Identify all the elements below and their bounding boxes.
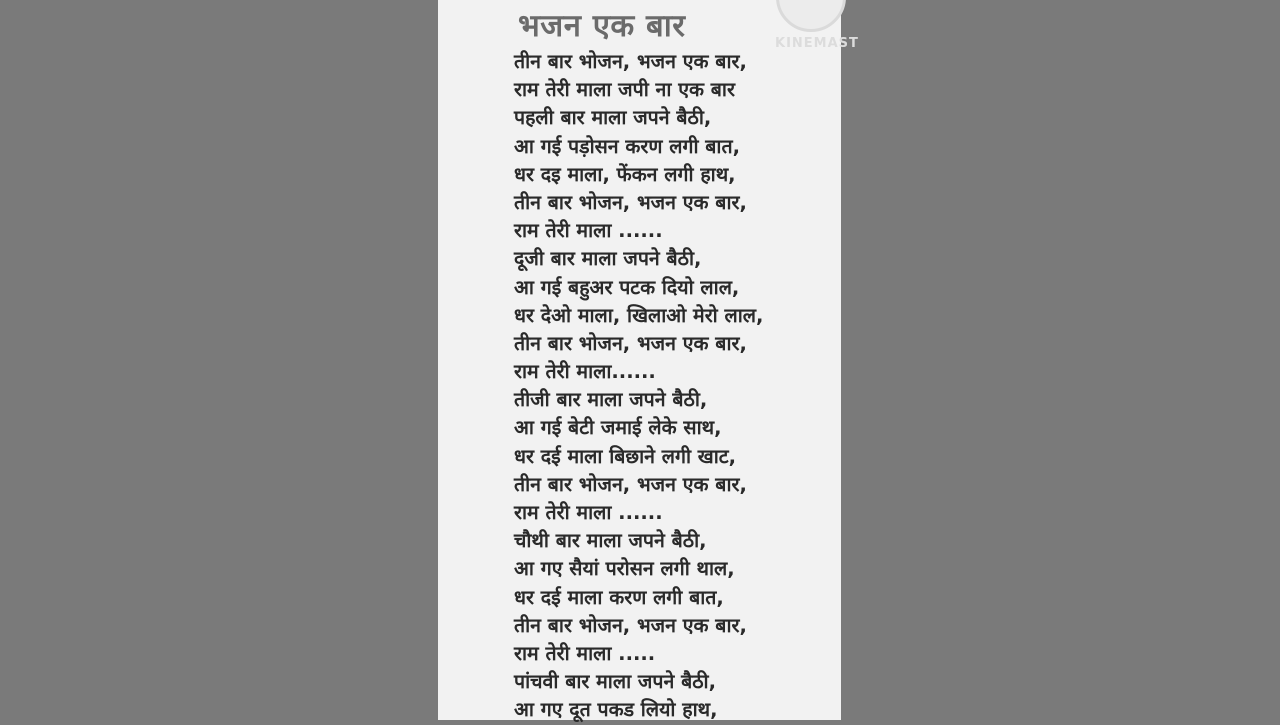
lyric-line: राम तेरी माला...... bbox=[514, 360, 656, 384]
lyric-line: राम तेरी माला जपी ना एक बार bbox=[514, 78, 735, 102]
lyric-line: तीन बार भोजन, भजन एक बार, bbox=[514, 472, 747, 496]
left-blur-panel bbox=[0, 0, 438, 720]
lyric-line: धर दई माला करण लगी बात, bbox=[514, 585, 724, 609]
lyric-line: धर दई माला बिछाने लगी खाट, bbox=[514, 444, 737, 468]
page-title: भजन एक बार bbox=[518, 8, 686, 44]
kinemaster-logo-icon bbox=[776, 0, 846, 32]
lyric-line: तीन बार भोजन, भजन एक बार, bbox=[514, 50, 747, 73]
lyrics-page bbox=[438, 0, 859, 722]
lyric-line: आ गए सैयां परोसन लगी थाल, bbox=[514, 557, 735, 581]
lyric-line: पांचवी बार माला जपने बैठी, bbox=[514, 670, 716, 694]
lyric-line: तीन बार भोजन, भजन एक बार, bbox=[514, 190, 747, 214]
lyric-line: दूजी बार माला जपने बैठी, bbox=[514, 247, 702, 271]
right-blur-panel bbox=[841, 0, 1280, 720]
watermark-text: KINEMAST bbox=[775, 36, 859, 51]
lyric-line: आ गई बेटी जमाई लेके साथ, bbox=[514, 416, 722, 440]
lyric-line: तीजी बार माला जपने बैठी, bbox=[514, 388, 708, 412]
lyric-line: आ गई पड़ोसन करण लगी बात, bbox=[514, 134, 740, 158]
lyric-line: धर देओ माला, खिलाओ मेरो लाल, bbox=[514, 303, 764, 327]
lyric-line: तीन बार भोजन, भजन एक बार, bbox=[514, 331, 747, 355]
lyric-line: राम तेरी माला ..... bbox=[514, 641, 656, 665]
lyrics-block bbox=[514, 48, 839, 725]
lyric-line: राम तेरी माला ...... bbox=[514, 219, 663, 243]
lyric-line: आ गई बहुअर पटक दियो लाल, bbox=[514, 275, 740, 299]
lyric-line: धर दइ माला, फेंकन लगी हाथ, bbox=[514, 162, 736, 186]
lyric-line: चौथी बार माला जपने बैठी, bbox=[514, 529, 707, 553]
lyric-line: आ गए दूत पकड लियो हाथ, bbox=[514, 698, 718, 722]
lyric-line: पहली बार माला जपने बैठी, bbox=[514, 106, 712, 130]
lyric-line: तीन बार भोजन, भजन एक बार, bbox=[514, 613, 747, 637]
lyric-line: राम तेरी माला ...... bbox=[514, 501, 663, 524]
